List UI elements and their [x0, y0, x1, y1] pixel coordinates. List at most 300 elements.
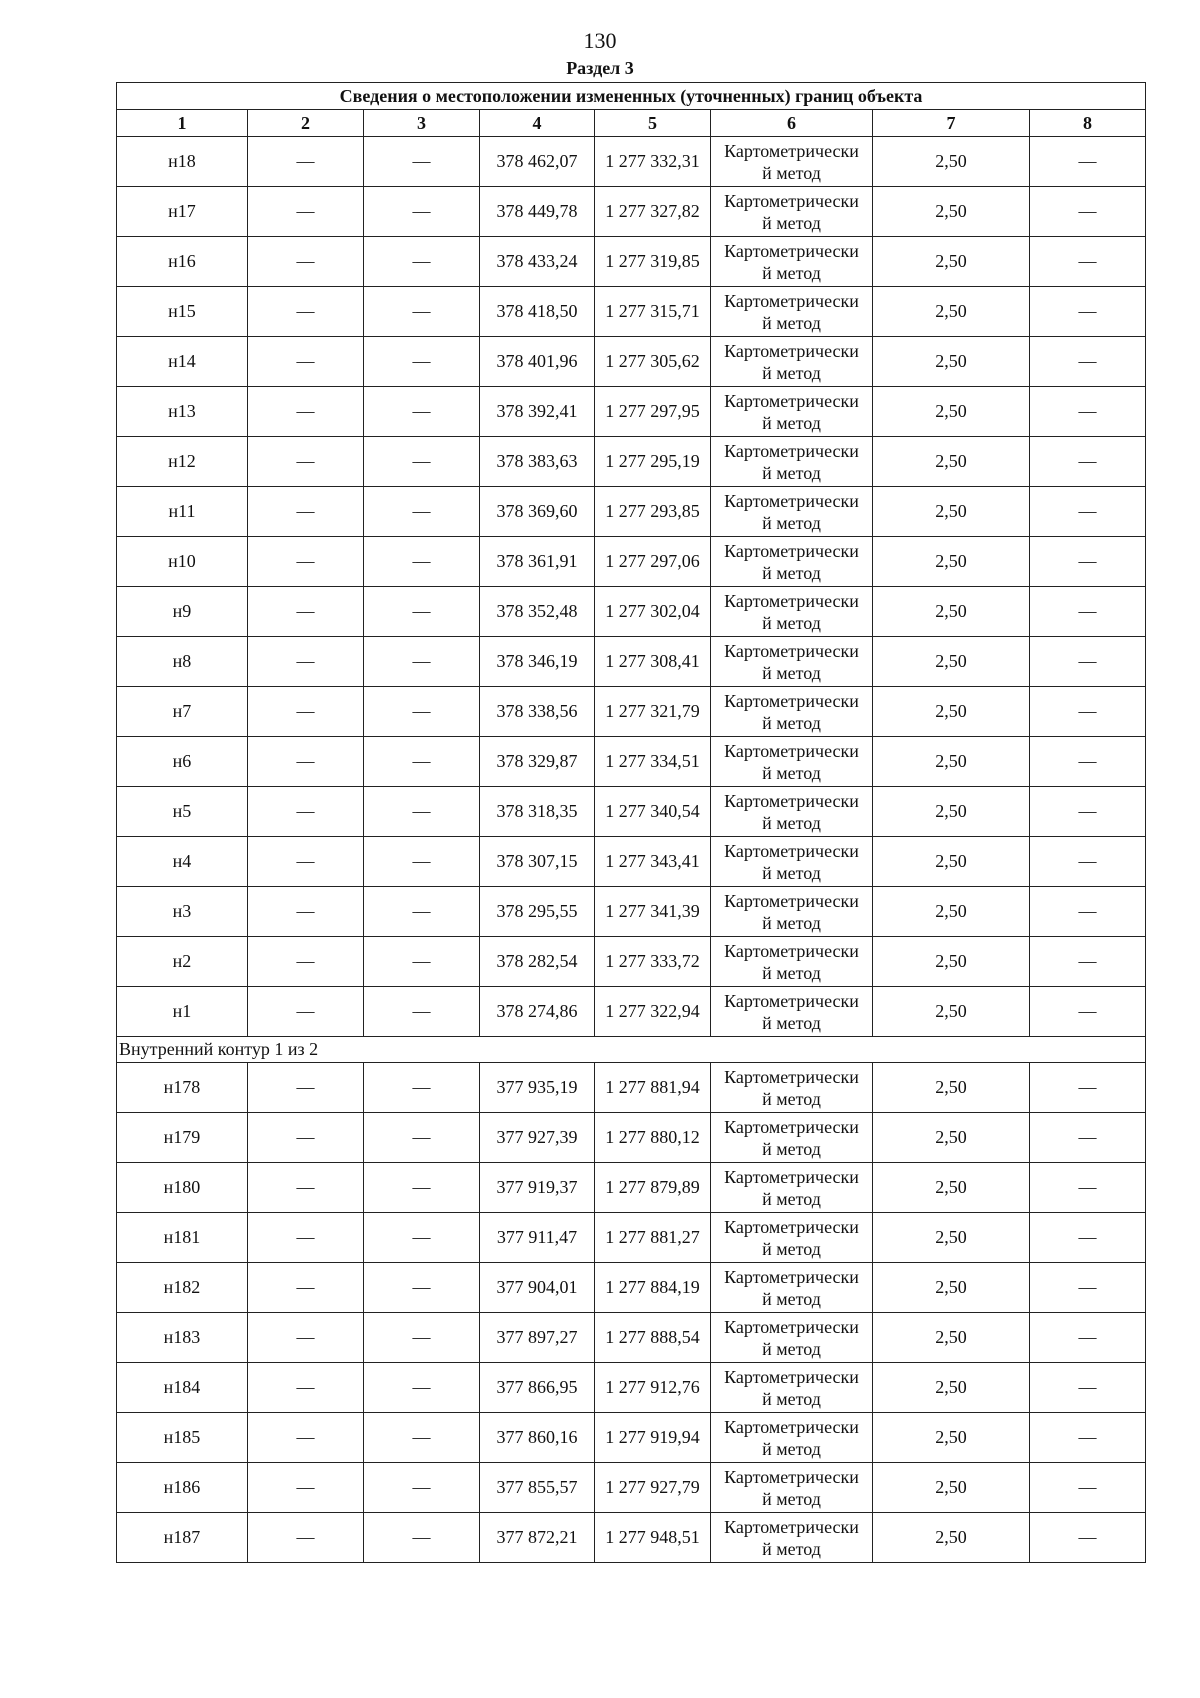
method-cell — [711, 1463, 873, 1513]
description-cell: — — [1030, 437, 1146, 487]
point-number-cell: н179 — [117, 1113, 248, 1163]
old-y-cell: — — [364, 137, 480, 187]
method-text-line: Картометрически — [724, 290, 859, 311]
old-x-cell: — — [248, 1063, 364, 1113]
description-cell: — — [1030, 1063, 1146, 1113]
method-cell — [711, 237, 873, 287]
method-text-line: Картометрически — [724, 1416, 859, 1437]
point-number-cell: н10 — [117, 537, 248, 587]
new-x-cell: 378 329,87 — [480, 737, 595, 787]
method-cell — [711, 337, 873, 387]
table-row — [117, 687, 1146, 737]
accuracy-cell: 2,50 — [873, 1413, 1030, 1463]
old-x-cell: — — [248, 837, 364, 887]
old-x-cell: — — [248, 237, 364, 287]
method-text-line: Картометрически — [724, 1216, 859, 1237]
method-cell — [711, 587, 873, 637]
table-row — [117, 187, 1146, 237]
table-row — [117, 237, 1146, 287]
method-cell — [711, 1113, 873, 1163]
old-y-cell: — — [364, 537, 480, 587]
accuracy-cell: 2,50 — [873, 1113, 1030, 1163]
method-cell — [711, 1213, 873, 1263]
method-cell — [711, 837, 873, 887]
new-y-cell: 1 277 340,54 — [595, 787, 711, 837]
method-text-line: й метод — [762, 662, 821, 683]
old-y-cell: — — [364, 887, 480, 937]
table-row — [117, 637, 1146, 687]
column-number: 6 — [711, 110, 873, 137]
old-y-cell: — — [364, 337, 480, 387]
table-row — [117, 1513, 1146, 1563]
accuracy-cell: 2,50 — [873, 1313, 1030, 1363]
column-number: 3 — [364, 110, 480, 137]
new-x-cell: 377 855,57 — [480, 1463, 595, 1513]
point-number-cell: н12 — [117, 437, 248, 487]
point-number-cell: н4 — [117, 837, 248, 887]
point-number-cell: н5 — [117, 787, 248, 837]
description-cell: — — [1030, 937, 1146, 987]
table-row — [117, 587, 1146, 637]
old-x-cell: — — [248, 1163, 364, 1213]
new-x-cell: 378 307,15 — [480, 837, 595, 887]
method-cell — [711, 1413, 873, 1463]
method-text-line: й метод — [762, 362, 821, 383]
old-y-cell: — — [364, 437, 480, 487]
point-number-cell: н13 — [117, 387, 248, 437]
description-cell: — — [1030, 987, 1146, 1037]
new-y-cell: 1 277 881,27 — [595, 1213, 711, 1263]
old-y-cell: — — [364, 1213, 480, 1263]
point-number-cell: н18 — [117, 137, 248, 187]
new-y-cell: 1 277 302,04 — [595, 587, 711, 637]
method-text-line: й метод — [762, 1088, 821, 1109]
description-cell: — — [1030, 1363, 1146, 1413]
table-row — [117, 1213, 1146, 1263]
old-y-cell: — — [364, 1163, 480, 1213]
method-text-line: й метод — [762, 1138, 821, 1159]
description-cell: — — [1030, 1513, 1146, 1563]
method-text-line: Картометрически — [724, 240, 859, 261]
old-y-cell: — — [364, 1413, 480, 1463]
new-x-cell: 378 392,41 — [480, 387, 595, 437]
new-x-cell: 378 449,78 — [480, 187, 595, 237]
new-y-cell: 1 277 305,62 — [595, 337, 711, 387]
new-y-cell: 1 277 322,94 — [595, 987, 711, 1037]
old-y-cell: — — [364, 987, 480, 1037]
method-text-line: й метод — [762, 962, 821, 983]
new-y-cell: 1 277 343,41 — [595, 837, 711, 887]
new-y-cell: 1 277 334,51 — [595, 737, 711, 787]
description-cell: — — [1030, 1313, 1146, 1363]
old-y-cell: — — [364, 187, 480, 237]
boundary-coordinates-table — [116, 82, 1146, 1563]
method-cell — [711, 537, 873, 587]
method-cell — [711, 1363, 873, 1413]
method-cell — [711, 687, 873, 737]
method-cell — [711, 1263, 873, 1313]
description-cell: — — [1030, 487, 1146, 537]
method-text-line: Картометрически — [724, 1066, 859, 1087]
column-number: 1 — [117, 110, 248, 137]
old-x-cell: — — [248, 437, 364, 487]
accuracy-cell: 2,50 — [873, 187, 1030, 237]
method-text-line: й метод — [762, 1012, 821, 1033]
method-text-line: й метод — [762, 512, 821, 533]
old-y-cell: — — [364, 237, 480, 287]
table-row — [117, 537, 1146, 587]
table-row — [117, 387, 1146, 437]
accuracy-cell: 2,50 — [873, 887, 1030, 937]
new-y-cell: 1 277 333,72 — [595, 937, 711, 987]
old-x-cell: — — [248, 1363, 364, 1413]
accuracy-cell: 2,50 — [873, 1213, 1030, 1263]
new-x-cell: 377 866,95 — [480, 1363, 595, 1413]
point-number-cell: н180 — [117, 1163, 248, 1213]
new-x-cell: 378 369,60 — [480, 487, 595, 537]
old-x-cell: — — [248, 987, 364, 1037]
method-text-line: Картометрически — [724, 1116, 859, 1137]
old-x-cell: — — [248, 337, 364, 387]
description-cell: — — [1030, 137, 1146, 187]
method-text-line: Картометрически — [724, 990, 859, 1011]
new-x-cell: 377 911,47 — [480, 1213, 595, 1263]
table-row — [117, 837, 1146, 887]
contour-label: Внутренний контур 1 из 2 — [117, 1037, 1146, 1063]
old-x-cell: — — [248, 937, 364, 987]
old-x-cell: — — [248, 487, 364, 537]
accuracy-cell: 2,50 — [873, 237, 1030, 287]
new-x-cell: 378 318,35 — [480, 787, 595, 837]
old-x-cell: — — [248, 737, 364, 787]
description-cell: — — [1030, 337, 1146, 387]
accuracy-cell: 2,50 — [873, 1513, 1030, 1563]
method-text-line: Картометрически — [724, 540, 859, 561]
table-row — [117, 1413, 1146, 1463]
method-cell — [711, 787, 873, 837]
method-text-line: й метод — [762, 1238, 821, 1259]
method-text-line: й метод — [762, 1538, 821, 1559]
method-text-line: й метод — [762, 862, 821, 883]
method-text-line: й метод — [762, 312, 821, 333]
old-y-cell: — — [364, 387, 480, 437]
method-text-line: Картометрически — [724, 1166, 859, 1187]
table-row — [117, 1313, 1146, 1363]
new-y-cell: 1 277 308,41 — [595, 637, 711, 687]
method-text-line: й метод — [762, 412, 821, 433]
accuracy-cell: 2,50 — [873, 1263, 1030, 1313]
new-y-cell: 1 277 319,85 — [595, 237, 711, 287]
old-x-cell: — — [248, 387, 364, 437]
accuracy-cell: 2,50 — [873, 1363, 1030, 1413]
new-x-cell: 378 338,56 — [480, 687, 595, 737]
accuracy-cell: 2,50 — [873, 487, 1030, 537]
point-number-cell: н182 — [117, 1263, 248, 1313]
old-y-cell: — — [364, 1463, 480, 1513]
table-row — [117, 737, 1146, 787]
new-y-cell: 1 277 327,82 — [595, 187, 711, 237]
method-text-line: Картометрически — [724, 940, 859, 961]
new-y-cell: 1 277 927,79 — [595, 1463, 711, 1513]
section-title: Раздел 3 — [566, 58, 634, 78]
new-x-cell: 378 401,96 — [480, 337, 595, 387]
method-cell — [711, 1313, 873, 1363]
description-cell: — — [1030, 887, 1146, 937]
new-y-cell: 1 277 297,95 — [595, 387, 711, 437]
description-cell: — — [1030, 287, 1146, 337]
old-y-cell: — — [364, 587, 480, 637]
method-text-line: Картометрически — [724, 690, 859, 711]
method-text-line: Картометрически — [724, 840, 859, 861]
method-text-line: Картометрически — [724, 640, 859, 661]
old-x-cell: — — [248, 637, 364, 687]
method-text-line: й метод — [762, 1338, 821, 1359]
table-row — [117, 287, 1146, 337]
method-text-line: Картометрически — [724, 1316, 859, 1337]
point-number-cell: н17 — [117, 187, 248, 237]
point-number-cell: н3 — [117, 887, 248, 937]
method-text-line: й метод — [762, 212, 821, 233]
new-x-cell: 377 872,21 — [480, 1513, 595, 1563]
accuracy-cell: 2,50 — [873, 737, 1030, 787]
point-number-cell: н16 — [117, 237, 248, 287]
method-text-line: Картометрически — [724, 890, 859, 911]
method-text-line: й метод — [762, 912, 821, 933]
new-x-cell: 378 295,55 — [480, 887, 595, 937]
column-number: 8 — [1030, 110, 1146, 137]
table-row — [117, 887, 1146, 937]
old-y-cell: — — [364, 1063, 480, 1113]
method-cell — [711, 487, 873, 537]
new-y-cell: 1 277 880,12 — [595, 1113, 711, 1163]
method-text-line: Картометрически — [724, 490, 859, 511]
method-text-line: й метод — [762, 462, 821, 483]
old-y-cell: — — [364, 1113, 480, 1163]
old-x-cell: — — [248, 1263, 364, 1313]
point-number-cell: н15 — [117, 287, 248, 337]
accuracy-cell: 2,50 — [873, 587, 1030, 637]
method-text-line: Картометрически — [724, 190, 859, 211]
new-y-cell: 1 277 295,19 — [595, 437, 711, 487]
old-x-cell: — — [248, 537, 364, 587]
new-y-cell: 1 277 321,79 — [595, 687, 711, 737]
method-cell — [711, 437, 873, 487]
method-text-line: Картометрически — [724, 340, 859, 361]
old-x-cell: — — [248, 1213, 364, 1263]
method-text-line: й метод — [762, 1188, 821, 1209]
method-text-line: Картометрически — [724, 440, 859, 461]
description-cell: — — [1030, 637, 1146, 687]
new-x-cell: 378 352,48 — [480, 587, 595, 637]
old-x-cell: — — [248, 1413, 364, 1463]
old-x-cell: — — [248, 187, 364, 237]
accuracy-cell: 2,50 — [873, 987, 1030, 1037]
method-text-line: Картометрически — [724, 790, 859, 811]
point-number-cell: н14 — [117, 337, 248, 387]
column-number: 2 — [248, 110, 364, 137]
description-cell: — — [1030, 587, 1146, 637]
method-text-line: й метод — [762, 712, 821, 733]
method-text-line: Картометрически — [724, 1516, 859, 1537]
method-text-line: й метод — [762, 1488, 821, 1509]
point-number-cell: н8 — [117, 637, 248, 687]
new-x-cell: 377 935,19 — [480, 1063, 595, 1113]
method-text-line: Картометрически — [724, 390, 859, 411]
table-row — [117, 1363, 1146, 1413]
method-cell — [711, 1163, 873, 1213]
description-cell: — — [1030, 387, 1146, 437]
method-text-line: Картометрически — [724, 740, 859, 761]
table-row — [117, 937, 1146, 987]
method-cell — [711, 987, 873, 1037]
table-row — [117, 337, 1146, 387]
new-x-cell: 377 860,16 — [480, 1413, 595, 1463]
method-cell — [711, 137, 873, 187]
old-y-cell: — — [364, 637, 480, 687]
accuracy-cell: 2,50 — [873, 337, 1030, 387]
method-text-line: й метод — [762, 1288, 821, 1309]
new-x-cell: 378 462,07 — [480, 137, 595, 187]
new-x-cell: 377 897,27 — [480, 1313, 595, 1363]
method-text-line: й метод — [762, 1388, 821, 1409]
accuracy-cell: 2,50 — [873, 137, 1030, 187]
description-cell: — — [1030, 1463, 1146, 1513]
point-number-cell: н9 — [117, 587, 248, 637]
point-number-cell: н178 — [117, 1063, 248, 1113]
new-y-cell: 1 277 919,94 — [595, 1413, 711, 1463]
table-row — [117, 137, 1146, 187]
new-y-cell: 1 277 879,89 — [595, 1163, 711, 1213]
method-text-line: Картометрически — [724, 1266, 859, 1287]
accuracy-cell: 2,50 — [873, 1163, 1030, 1213]
description-cell: — — [1030, 237, 1146, 287]
old-y-cell: — — [364, 1313, 480, 1363]
method-cell — [711, 737, 873, 787]
new-x-cell: 378 274,86 — [480, 987, 595, 1037]
description-cell: — — [1030, 1263, 1146, 1313]
column-number: 4 — [480, 110, 595, 137]
new-y-cell: 1 277 332,31 — [595, 137, 711, 187]
new-x-cell: 377 919,37 — [480, 1163, 595, 1213]
new-x-cell: 378 383,63 — [480, 437, 595, 487]
table-row — [117, 1063, 1146, 1113]
new-y-cell: 1 277 912,76 — [595, 1363, 711, 1413]
old-x-cell: — — [248, 1113, 364, 1163]
accuracy-cell: 2,50 — [873, 437, 1030, 487]
contour-label-row — [117, 1037, 1146, 1063]
method-cell — [711, 937, 873, 987]
point-number-cell: н181 — [117, 1213, 248, 1263]
old-y-cell: — — [364, 287, 480, 337]
new-y-cell: 1 277 884,19 — [595, 1263, 711, 1313]
table-row — [117, 1263, 1146, 1313]
description-cell: — — [1030, 1163, 1146, 1213]
old-y-cell: — — [364, 787, 480, 837]
new-x-cell: 378 282,54 — [480, 937, 595, 987]
table-body — [117, 137, 1146, 1563]
table-row — [117, 787, 1146, 837]
point-number-cell: н1 — [117, 987, 248, 1037]
accuracy-cell: 2,50 — [873, 1463, 1030, 1513]
method-text-line: й метод — [762, 162, 821, 183]
old-x-cell: — — [248, 137, 364, 187]
new-y-cell: 1 277 881,94 — [595, 1063, 711, 1113]
method-text-line: Картометрически — [724, 1366, 859, 1387]
description-cell: — — [1030, 187, 1146, 237]
method-cell — [711, 1513, 873, 1563]
method-text-line: й метод — [762, 612, 821, 633]
point-number-cell: н11 — [117, 487, 248, 537]
new-x-cell: 377 904,01 — [480, 1263, 595, 1313]
new-y-cell: 1 277 948,51 — [595, 1513, 711, 1563]
old-x-cell: — — [248, 1513, 364, 1563]
point-number-cell: н6 — [117, 737, 248, 787]
table-row — [117, 1163, 1146, 1213]
table-row — [117, 987, 1146, 1037]
point-number-cell: н185 — [117, 1413, 248, 1463]
method-text-line: Картометрически — [724, 590, 859, 611]
method-text-line: й метод — [762, 1438, 821, 1459]
method-text-line: й метод — [762, 262, 821, 283]
table-row — [117, 1113, 1146, 1163]
old-y-cell: — — [364, 487, 480, 537]
column-number-row — [117, 110, 1146, 137]
old-x-cell: — — [248, 287, 364, 337]
description-cell: — — [1030, 537, 1146, 587]
description-cell: — — [1030, 737, 1146, 787]
method-cell — [711, 387, 873, 437]
accuracy-cell: 2,50 — [873, 787, 1030, 837]
point-number-cell: н183 — [117, 1313, 248, 1363]
table-row — [117, 437, 1146, 487]
old-y-cell: — — [364, 837, 480, 887]
old-y-cell: — — [364, 687, 480, 737]
accuracy-cell: 2,50 — [873, 937, 1030, 987]
column-number: 7 — [873, 110, 1030, 137]
method-cell — [711, 887, 873, 937]
description-cell: — — [1030, 1113, 1146, 1163]
column-number: 5 — [595, 110, 711, 137]
point-number-cell: н7 — [117, 687, 248, 737]
new-y-cell: 1 277 297,06 — [595, 537, 711, 587]
new-x-cell: 378 346,19 — [480, 637, 595, 687]
accuracy-cell: 2,50 — [873, 1063, 1030, 1113]
accuracy-cell: 2,50 — [873, 387, 1030, 437]
accuracy-cell: 2,50 — [873, 637, 1030, 687]
description-cell: — — [1030, 687, 1146, 737]
point-number-cell: н186 — [117, 1463, 248, 1513]
new-y-cell: 1 277 293,85 — [595, 487, 711, 537]
description-cell: — — [1030, 1213, 1146, 1263]
old-x-cell: — — [248, 1313, 364, 1363]
new-y-cell: 1 277 888,54 — [595, 1313, 711, 1363]
accuracy-cell: 2,50 — [873, 287, 1030, 337]
method-cell — [711, 1063, 873, 1113]
new-x-cell: 378 361,91 — [480, 537, 595, 587]
new-x-cell: 378 433,24 — [480, 237, 595, 287]
old-y-cell: — — [364, 737, 480, 787]
method-cell — [711, 287, 873, 337]
old-y-cell: — — [364, 1263, 480, 1313]
point-number-cell: н187 — [117, 1513, 248, 1563]
table-caption: Сведения о местоположении измененных (уточненных) границ объекта — [117, 83, 1146, 110]
point-number-cell: н184 — [117, 1363, 248, 1413]
accuracy-cell: 2,50 — [873, 837, 1030, 887]
description-cell: — — [1030, 837, 1146, 887]
new-x-cell: 378 418,50 — [480, 287, 595, 337]
old-x-cell: — — [248, 787, 364, 837]
point-number-cell: н2 — [117, 937, 248, 987]
